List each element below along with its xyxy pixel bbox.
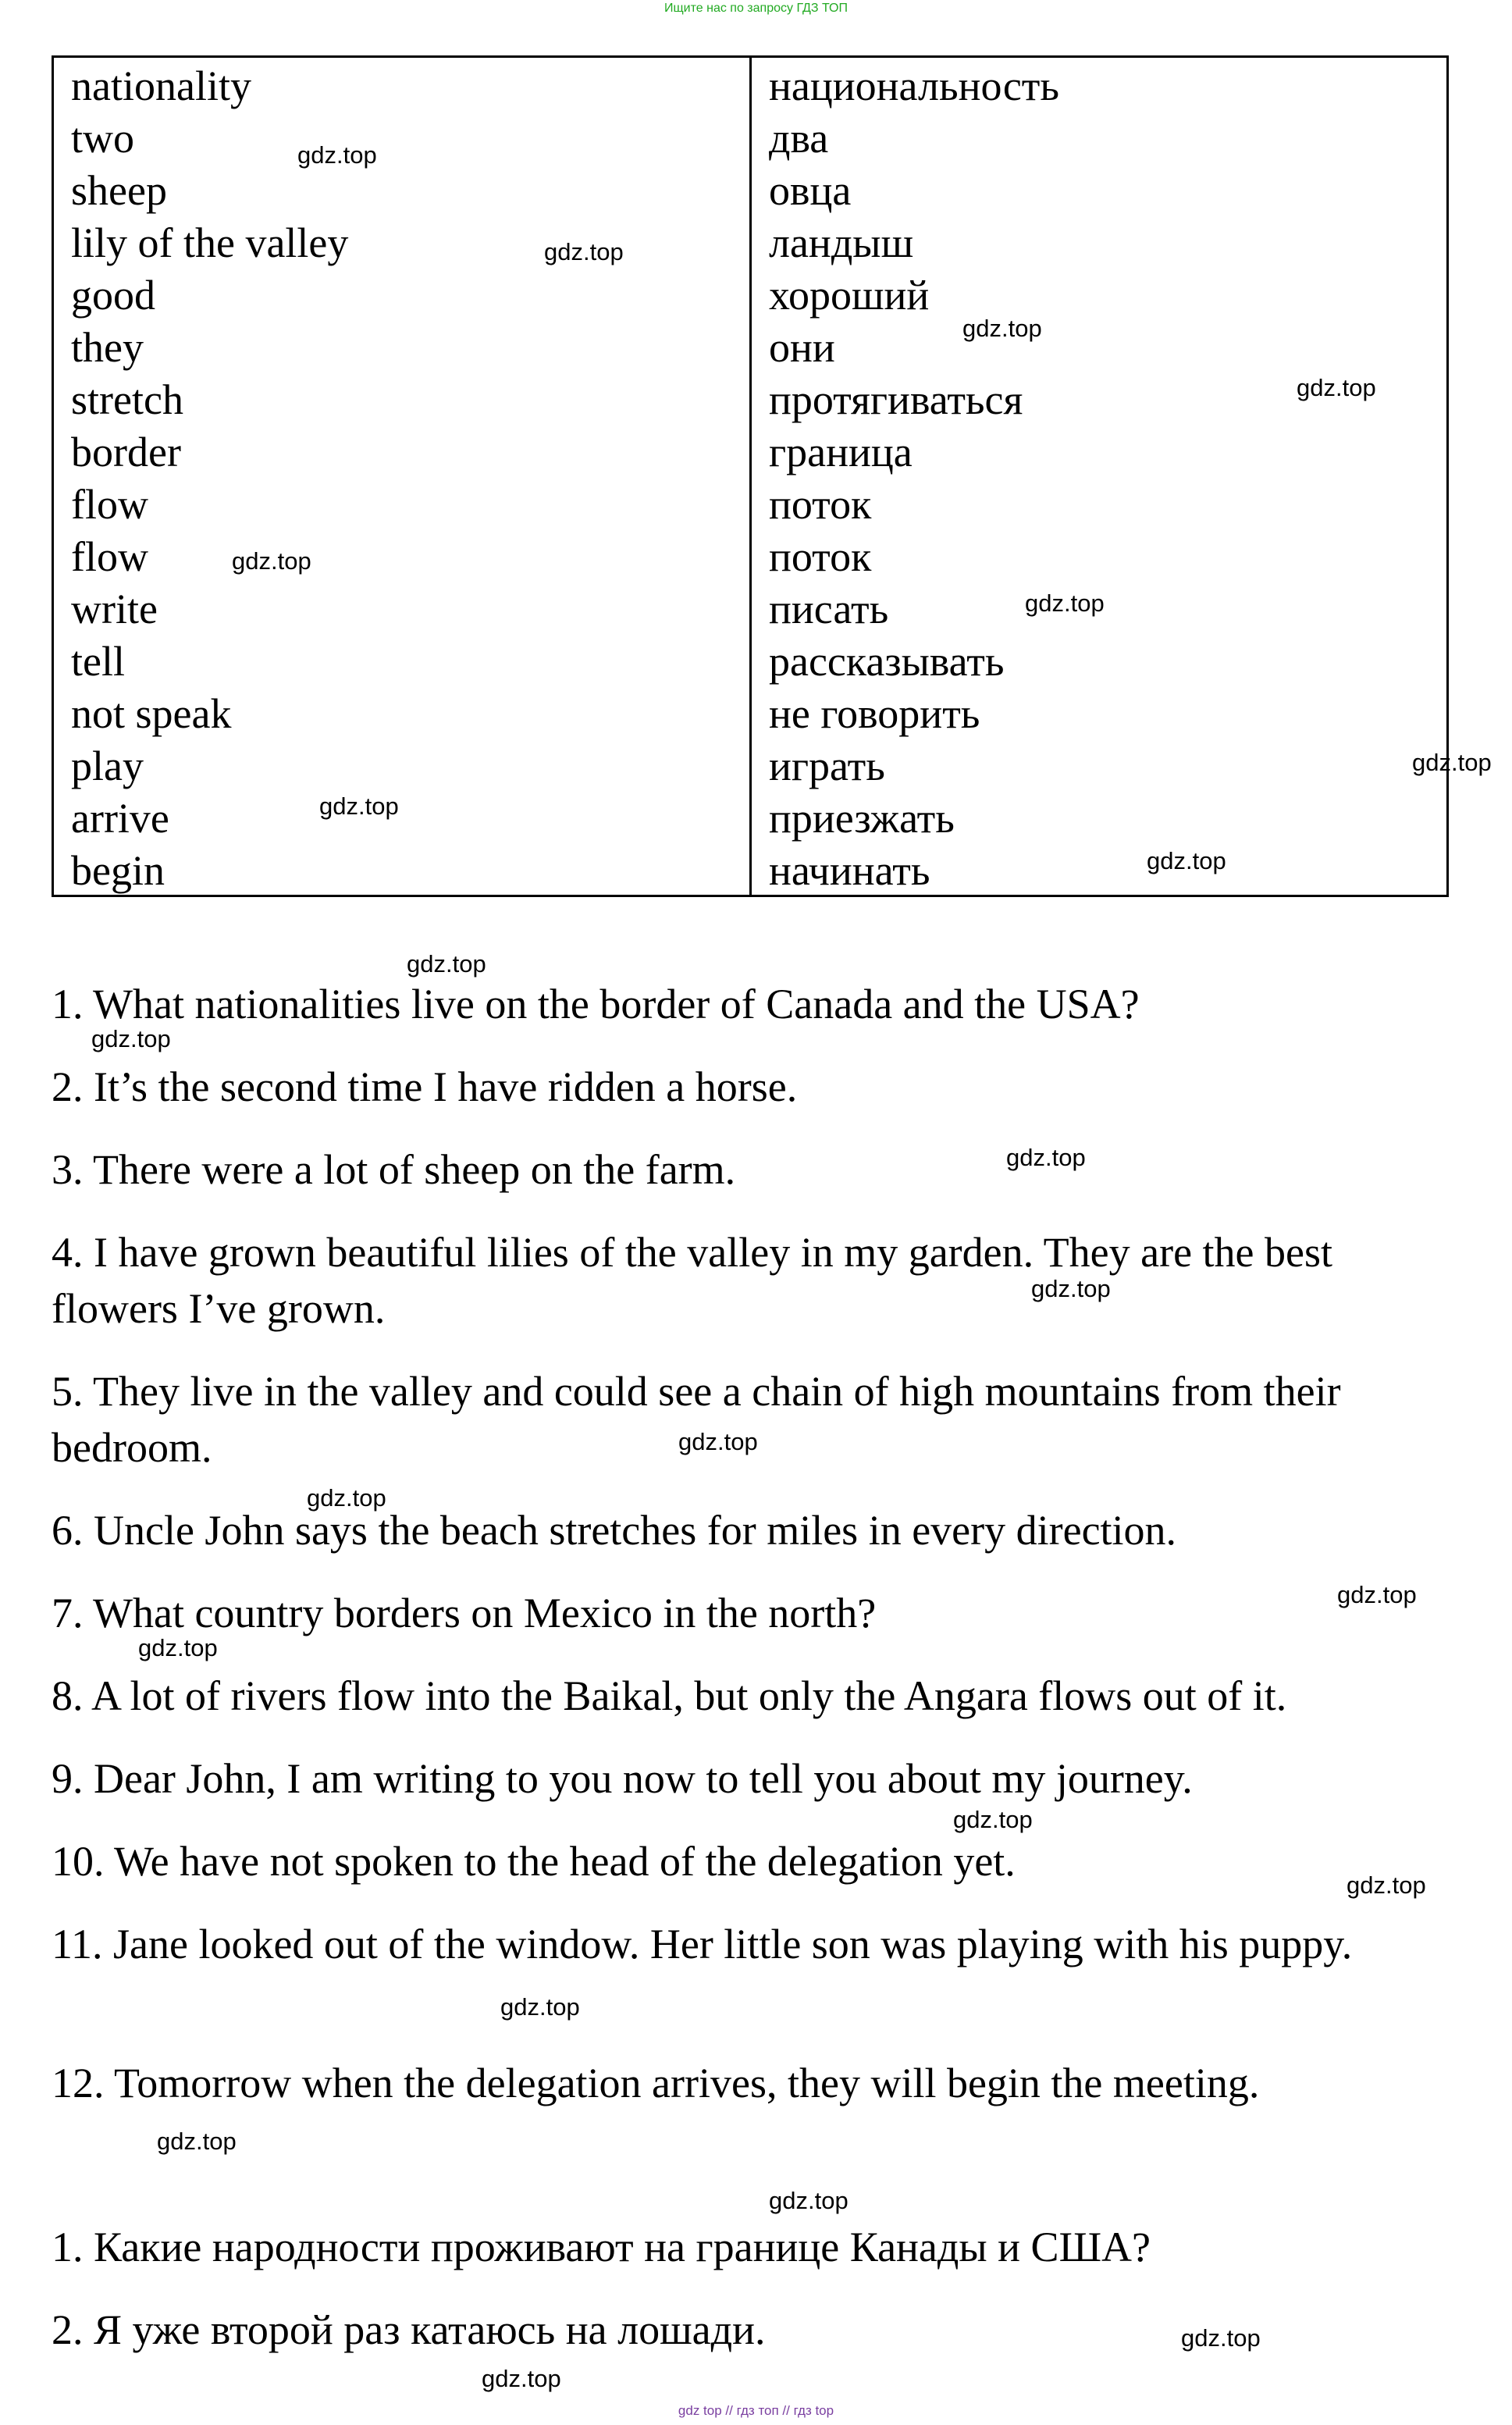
watermark: gdz.top — [962, 315, 1042, 342]
vocab-ru-word: поток — [769, 533, 872, 580]
watermark: gdz.top — [407, 950, 486, 977]
vocab-table — [52, 55, 1449, 897]
vocab-ru-word: писать — [769, 586, 889, 632]
vocab-ru-word: они — [769, 324, 835, 371]
sentence: 2. It’s the second time I have ridden a horse. — [52, 1063, 798, 1110]
vocab-en-word: play — [71, 742, 144, 789]
vocab-ru-word: начинать — [769, 847, 930, 894]
vocab-en-word: not speak — [71, 690, 232, 737]
sentence: 4. I have grown beautiful lilies of the valley in my garden. They are the best flowers I’ve grown. — [52, 1229, 1332, 1332]
sentence: 10. We have not spoken to the head of the delegation yet. — [52, 1838, 1016, 1885]
watermark: gdz.top — [157, 2128, 237, 2155]
vocab-en-word: arrive — [71, 795, 169, 842]
watermark: gdz.top — [297, 141, 377, 169]
sentence: 12. Tomorrow when the delegation arrives, they will begin the meeting. — [52, 2060, 1260, 2106]
watermark: gdz.top — [91, 1025, 171, 1052]
sentence: 6. Uncle John says the beach stretches for miles in every direction. — [52, 1507, 1177, 1554]
watermark: gdz.top — [138, 1634, 218, 1661]
vocab-en-word: nationality — [71, 62, 251, 109]
watermark: gdz.top — [678, 1428, 758, 1455]
vocab-ru-word: поток — [769, 481, 872, 528]
vocab-en-word: lily of the valley — [71, 219, 349, 266]
watermark: gdz.top — [1025, 589, 1105, 617]
watermark: gdz.top — [232, 547, 311, 575]
sentence: 9. Dear John, I am writing to you now to tell you about my journey. — [52, 1755, 1193, 1802]
watermark: gdz.top — [1347, 1871, 1426, 1899]
vocab-en-word: flow — [71, 481, 148, 528]
vocab-ru-word: хороший — [769, 272, 930, 319]
vocab-ru-word: протягиваться — [769, 376, 1023, 423]
vocab-en-word: stretch — [71, 376, 183, 423]
translation: 2. Я уже второй раз катаюсь на лошади. — [52, 2306, 766, 2353]
watermark: gdz.top — [1297, 374, 1376, 401]
watermark: gdz.top — [307, 1484, 386, 1512]
vocab-en-word: good — [71, 272, 155, 319]
watermark: gdz.top — [1337, 1581, 1417, 1608]
sentence: 1. What nationalities live on the border of Canada and the USA? — [52, 981, 1140, 1027]
translation: 1. Какие народности проживают на границе Канады и США? — [52, 2224, 1151, 2270]
vocab-russian-column — [752, 58, 1446, 895]
watermark: gdz.top — [500, 1993, 580, 2021]
vocab-ru-word: ландыш — [769, 219, 914, 266]
watermark: gdz.top — [1412, 749, 1492, 776]
vocab-en-word: begin — [71, 847, 165, 894]
vocab-ru-word: приезжать — [769, 795, 955, 842]
watermark: gdz.top — [1147, 847, 1226, 874]
vocab-ru-word: играть — [769, 742, 885, 789]
sentence: 3. There were a lot of sheep on the farm. — [52, 1146, 736, 1193]
watermark: gdz.top — [1181, 2324, 1261, 2352]
top-banner: Ищите нас по запросу ГДЗ ТОП — [664, 2, 848, 15]
vocab-en-word: they — [71, 324, 144, 371]
watermark: gdz.top — [482, 2365, 561, 2392]
vocab-en-word: tell — [71, 638, 125, 685]
sentence: 5. They live in the valley and could see a chain of high mountains from their bedroom. — [52, 1368, 1341, 1471]
vocab-en-word: flow — [71, 533, 148, 580]
watermark: gdz.top — [1031, 1275, 1111, 1302]
watermark: gdz.top — [769, 2187, 848, 2214]
vocab-ru-word: овца — [769, 167, 852, 214]
vocab-en-word: sheep — [71, 167, 167, 214]
sentence: 7. What country borders on Mexico in the north? — [52, 1590, 877, 1636]
vocab-ru-word: два — [769, 115, 829, 162]
watermark: gdz.top — [953, 1806, 1033, 1833]
vocab-english-column — [54, 58, 752, 895]
watermark: gdz.top — [319, 792, 399, 820]
vocab-ru-word: национальность — [769, 62, 1060, 109]
watermark: gdz.top — [1006, 1144, 1086, 1171]
sentence: 8. A lot of rivers flow into the Baikal, but only the Angara flows out of it. — [52, 1672, 1287, 1719]
vocab-en-word: write — [71, 586, 158, 632]
vocab-en-word: two — [71, 115, 134, 162]
vocab-ru-word: не говорить — [769, 690, 980, 737]
sentence: 11. Jane looked out of the window. Her little son was playing with his puppy. — [52, 1921, 1353, 1967]
footer: gdz top // гдз топ // гдз top — [678, 2403, 834, 2418]
vocab-ru-word: рассказывать — [769, 638, 1005, 685]
vocab-ru-word: граница — [769, 429, 913, 475]
watermark: gdz.top — [544, 238, 624, 265]
vocab-en-word: border — [71, 429, 181, 475]
